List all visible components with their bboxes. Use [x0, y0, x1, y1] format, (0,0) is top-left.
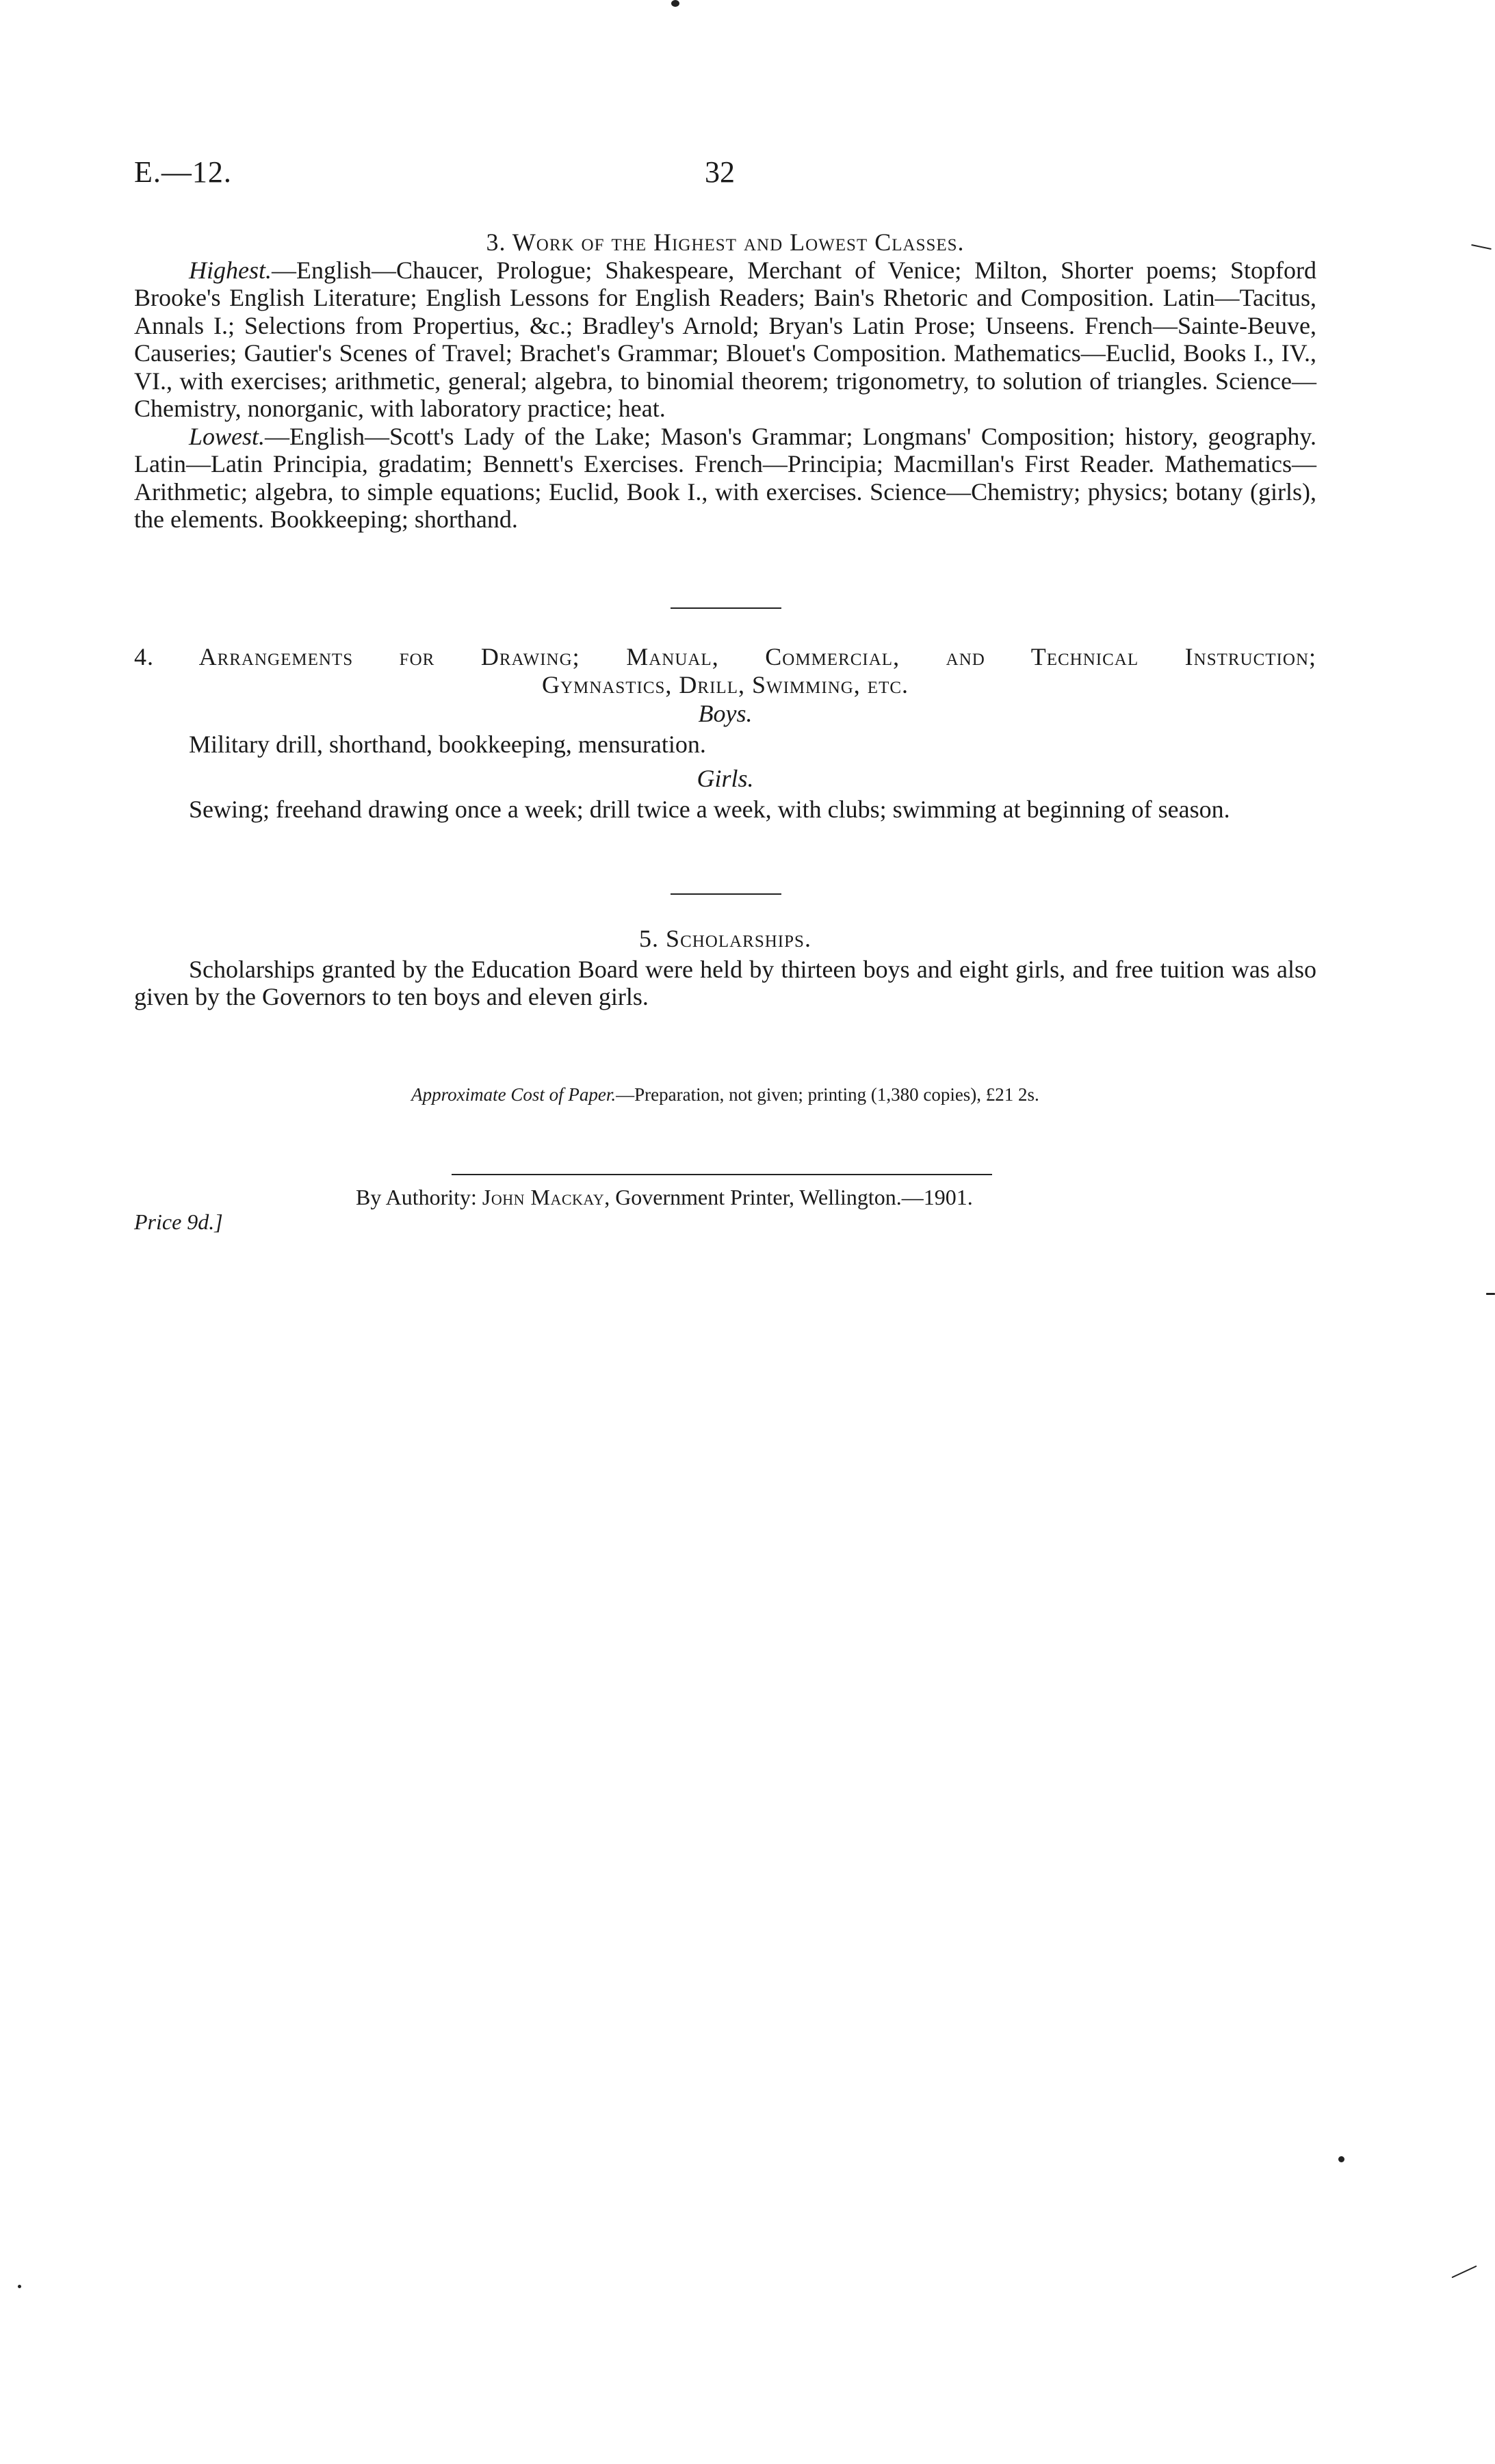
section-4: [134, 643, 1316, 823]
cost-of-paper: [134, 1084, 1316, 1105]
lowest-class-paragraph: [134, 423, 1316, 534]
section-3: [134, 228, 1316, 534]
cost-text: —Preparation, not given; printing (1,380 copies), £21 2s.: [616, 1084, 1039, 1105]
imprint-rule: [452, 1174, 992, 1175]
scan-speck: [1486, 1293, 1495, 1295]
section-3-title: 3. Work of the Highest and Lowest Classes.: [486, 228, 965, 256]
lowest-text: —English—Scott's Lady of the Lake; Mason's Grammar; Longmans' Composition; history, geography. Latin—Latin Principia, gradatim; Bennett's Exercises. French—Principia; Macmillan's First Reader. Mathematics—Arithmetic; algebra, to simple equations; Euclid, Book I., with exercises. Science—Chemistry; physics; botany (girls), the elements. Bookkeeping; shorthand.: [134, 422, 1316, 533]
section-divider: [671, 893, 781, 895]
scan-speck: [671, 0, 679, 7]
highest-class-paragraph: [134, 257, 1316, 423]
section-divider: [671, 607, 781, 609]
document-reference: E.—12.: [134, 155, 232, 189]
imprint-prefix: By Authority:: [356, 1185, 482, 1209]
cost-label: Approximate Cost of Paper.: [411, 1084, 616, 1105]
lowest-label: Lowest.: [189, 422, 265, 450]
section-4-title-line-2: Gymnastics, Drill, Swimming, etc.: [541, 670, 909, 698]
printer-imprint: [356, 1185, 1108, 1210]
highest-label: Highest.: [189, 256, 272, 284]
boys-paragraph: Military drill, shorthand, bookkeeping, mensuration.: [189, 730, 706, 758]
scan-speck: [1451, 2266, 1477, 2279]
scan-speck: [18, 2285, 21, 2288]
highest-text: —English—Chaucer, Prologue; Shakespeare, Merchant of Venice; Milton, Shorter poems; Stopford Brooke's English Literature; English Lessons for English Readers; Bain's Rhetoric and Composition. Latin—Tacitus, Annals I.; Selections from Propertius, &c.; Bradley's Arnold; Bryan's Latin Prose; Unseens. French—Sainte-Beuve, Causeries; Gautier's Scenes of Travel; Brachet's Grammar; Blouet's Composition. Mathematics—Euclid, Books I., IV., VI., with exercises; arithmetic, general; algebra, to binomial theorem; trigonometry, to solution of triangles. Science—Chemistry, nonorganic, with laboratory practice; heat.: [134, 256, 1316, 422]
price: Price 9d.]: [134, 1209, 223, 1234]
boys-heading: Boys.: [698, 700, 753, 727]
imprint-suffix: , Government Printer, Wellington.—1901.: [604, 1185, 973, 1209]
girls-paragraph: Sewing; freehand drawing once a week; drill twice a week, with clubs; swimming at beginning of season.: [189, 795, 1230, 823]
section-5: [134, 925, 1316, 1011]
imprint-printer: John Mackay: [482, 1185, 605, 1209]
scholarships-paragraph: Scholarships granted by the Education Board were held by thirteen boys and eight girls, and free tuition was also given by the Governors to ten boys and eleven girls.: [134, 955, 1316, 1010]
scan-speck: [1338, 2156, 1344, 2162]
section-4-title-line-1: 4. Arrangements for Drawing; Manual, Commercial, and Technical Instruction;: [134, 643, 1316, 670]
page-number: 32: [705, 155, 735, 189]
scan-speck: [1471, 244, 1492, 250]
section-5-title: 5. Scholarships.: [639, 925, 811, 952]
girls-heading: Girls.: [697, 765, 754, 792]
